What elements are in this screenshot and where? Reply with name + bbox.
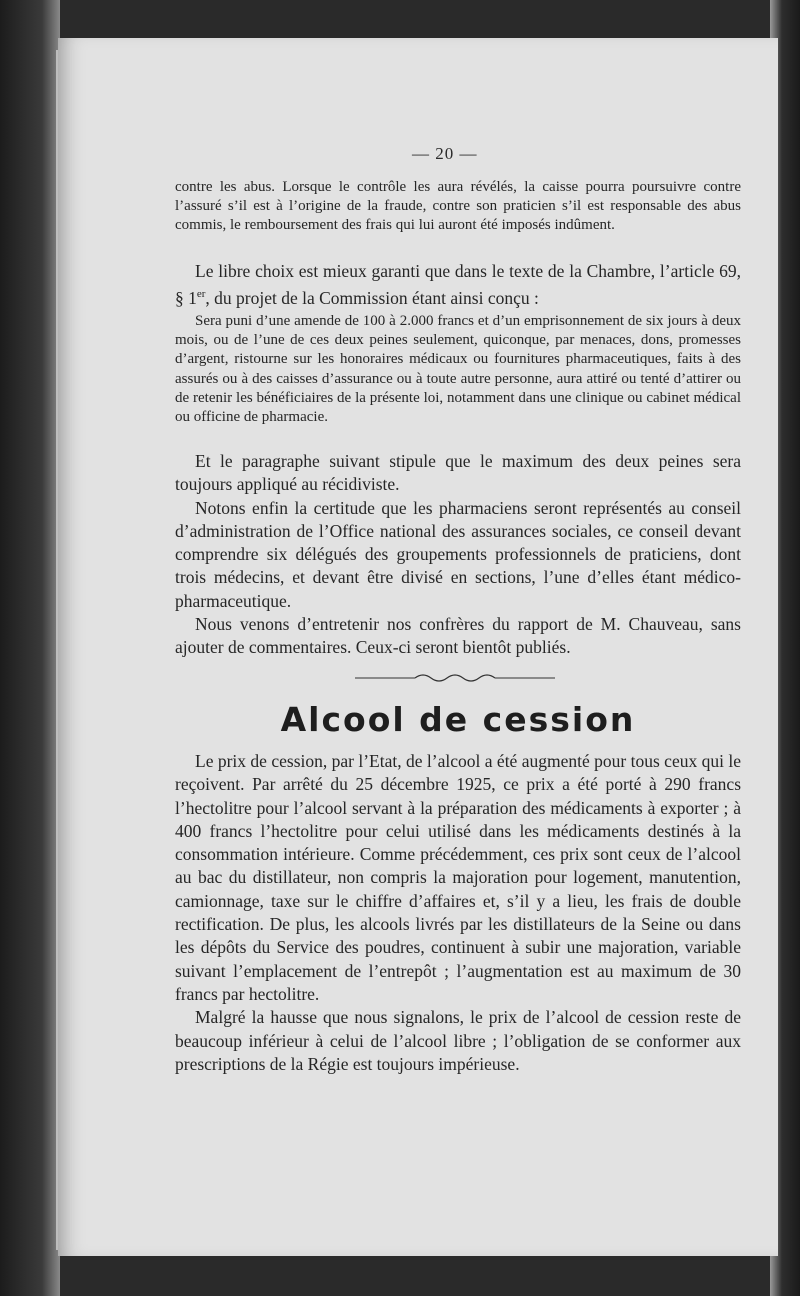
paragraph-hausse: Malgré la hausse que nous signalons, le prix de l’alcool de cession reste de beaucoup inférieur à celui de l’alcool libre ; l’obligation de se conformer aux prescriptions de la Régie est toujours impérieuse.	[175, 1007, 741, 1074]
paragraph-pharmaciens: Notons enfin la certitude que les pharmaciens seront représentés au conseil d’administration de l’Office national des assurances sociales, ce conseil devant comprendre six délégués des groupements professionnels de praticiens, dont trois médecins, et devant être divisé en sections, l’une d’elles étant médico-pharmaceutique.	[175, 497, 741, 611]
paragraph-text-b: , du projet de la Commission étant ainsi conçu :	[205, 288, 539, 309]
paragraph-block-5	[175, 750, 741, 1076]
paragraph-prix-cession: Le prix de cession, par l’Etat, de l’alcool a été augmenté pour tous ceux qui le reçoivent. Par arrêté du 25 décembre 1925, ce prix a été porté à 290 francs l’hectolitre pour l’alcool servant à la préparation des médicaments à exporter ; à 400 francs l’hectolitre pour celui utilisé dans les médicaments destinés à la consommation intérieure. Comme précédemment, ces prix sont ceux de l’alcool au bac du distillateur, non compris la majoration pour logement, manutention, camionnage, taxe sur le chiffre d’affaires et, s’il y a lieu, les frais de double rectification. De plus, les alcools livrés par les distillateurs de la Seine ou dans les dépôts du Service des poudres, continuent à subir une majoration, variable suivant l’emplacement de l’entrepôt ; l’augmentation est au maximum de 30 francs par hectolitre.	[175, 751, 741, 1004]
ornament-divider	[355, 671, 555, 685]
paragraph-block-4	[175, 450, 741, 660]
paragraph-block-2	[175, 260, 741, 310]
book-spine	[0, 0, 60, 1296]
section-title: Alcool de cession	[280, 700, 636, 739]
paragraph-recidiviste: Et le paragraphe suivant stipule que le maximum des deux peines sera toujours appliqué au récidiviste.	[175, 451, 741, 495]
superscript: er	[196, 288, 206, 301]
page-number: — 20 —	[412, 144, 478, 163]
paragraph-text-a: Le libre choix est mieux garanti que dans le texte de la Chambre, l’article 69, § 1	[175, 261, 741, 309]
article-69-text: Sera puni d’une amende de 100 à 2.000 francs et d’un emprisonnement de six jours à deux mois, ou de l’une de ces deux peines seulement, quiconque, par menaces, dons, promesses d’argent, ristourne sur les honoraires médicaux ou fournitures pharmaceutiques, faits à des assurés ou à des caisses d’assurance ou à toute autre personne, aura attiré ou tenté d’attirer ou de retenir les bénéficiaires de la présente loi, notamment dans une clinique ou cabinet médical ou officine de pharmacie.	[175, 313, 741, 426]
paragraph-continuation: contre les abus. Lorsque le contrôle les aura révélés, la caisse pourra poursuivre contre l’assuré s’il est à l’origine de la fraude, contre son praticien s’il est responsable des abus commis, le remboursement des frais qui lui auront été imposés indûment.	[175, 179, 741, 234]
paragraph-chauveau: Nous venons d’entretenir nos confrères du rapport de M. Chauveau, sans ajouter de commentaires. Ceux-ci seront bientôt publiés.	[175, 614, 741, 658]
paragraph-block-1	[175, 178, 741, 236]
paragraph-libre-choix	[175, 260, 741, 310]
quoted-article	[175, 312, 741, 427]
